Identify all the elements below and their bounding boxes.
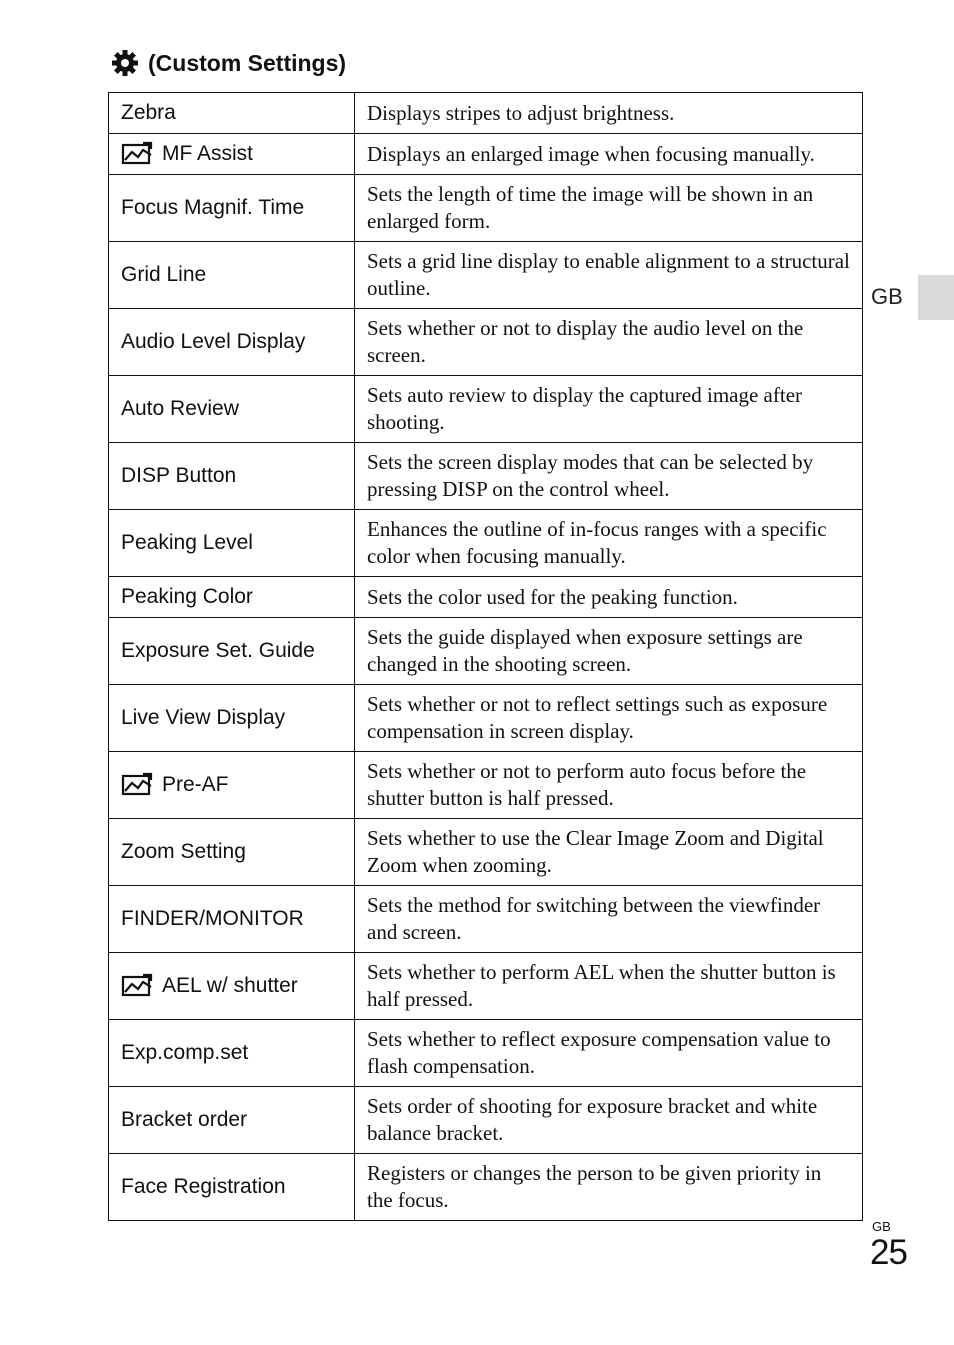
setting-name-cell bbox=[109, 242, 355, 309]
setting-name: AEL w/ shutter bbox=[162, 974, 298, 997]
setting-name: Peaking Color bbox=[121, 585, 253, 608]
setting-description: Registers or changes the person to be given priority in the focus. bbox=[355, 1154, 863, 1221]
setting-description: Displays stripes to adjust brightness. bbox=[355, 93, 863, 134]
setting-name-cell bbox=[109, 953, 355, 1020]
footer-region: GB bbox=[872, 1219, 891, 1234]
gear-icon bbox=[110, 48, 140, 78]
setting-description: Sets the length of time the image will be shown in an enlarged form. bbox=[355, 175, 863, 242]
setting-name-cell bbox=[109, 309, 355, 376]
setting-name: Zoom Setting bbox=[121, 840, 246, 863]
setting-name: Bracket order bbox=[121, 1108, 248, 1131]
setting-name: Focus Magnif. Time bbox=[121, 196, 305, 219]
setting-name-cell bbox=[109, 618, 355, 685]
setting-description: Sets the guide displayed when exposure settings are changed in the shooting screen. bbox=[355, 618, 863, 685]
setting-name: Face Registration bbox=[121, 1175, 286, 1198]
table-row bbox=[109, 685, 863, 752]
setting-description: Sets the method for switching between the viewfinder and screen. bbox=[355, 886, 863, 953]
setting-name: Live View Display bbox=[121, 706, 286, 729]
table-row bbox=[109, 1154, 863, 1221]
setting-name-cell bbox=[109, 134, 355, 175]
setting-description: Sets whether or not to perform auto focus before the shutter button is half pressed. bbox=[355, 752, 863, 819]
setting-name: Zebra bbox=[121, 101, 176, 124]
setting-description: Displays an enlarged image when focusing manually. bbox=[355, 134, 863, 175]
table-row bbox=[109, 1087, 863, 1154]
setting-name-cell bbox=[109, 1020, 355, 1087]
movie-icon bbox=[121, 973, 153, 999]
setting-name-cell bbox=[109, 886, 355, 953]
setting-name: MF Assist bbox=[162, 142, 254, 165]
side-tab-label: GB bbox=[871, 284, 903, 309]
setting-name-cell bbox=[109, 376, 355, 443]
table-row bbox=[109, 376, 863, 443]
setting-description: Sets a grid line display to enable alignment to a structural outline. bbox=[355, 242, 863, 309]
table-row bbox=[109, 510, 863, 577]
setting-description: Sets order of shooting for exposure bracket and white balance bracket. bbox=[355, 1087, 863, 1154]
setting-name-cell bbox=[109, 819, 355, 886]
table-row bbox=[109, 577, 863, 618]
table-row bbox=[109, 618, 863, 685]
section-heading bbox=[110, 48, 346, 78]
setting-description: Sets the color used for the peaking function. bbox=[355, 577, 863, 618]
setting-name: FINDER/MONITOR bbox=[121, 907, 304, 930]
setting-name-cell bbox=[109, 752, 355, 819]
setting-description: Sets whether to perform AEL when the shutter button is half pressed. bbox=[355, 953, 863, 1020]
movie-icon bbox=[121, 772, 153, 798]
setting-description: Sets whether or not to reflect settings such as exposure compensation in screen display. bbox=[355, 685, 863, 752]
setting-name: Grid Line bbox=[121, 263, 207, 286]
table-row bbox=[109, 886, 863, 953]
setting-name: DISP Button bbox=[121, 464, 237, 487]
page-number: 25 bbox=[870, 1233, 907, 1272]
movie-icon bbox=[121, 141, 153, 167]
setting-description: Sets whether to use the Clear Image Zoom and Digital Zoom when zooming. bbox=[355, 819, 863, 886]
setting-name-cell bbox=[109, 577, 355, 618]
setting-description: Sets whether or not to display the audio level on the screen. bbox=[355, 309, 863, 376]
setting-name: Auto Review bbox=[121, 397, 239, 420]
setting-description: Sets the screen display modes that can be selected by pressing DISP on the control wheel. bbox=[355, 443, 863, 510]
table-row bbox=[109, 443, 863, 510]
table-row bbox=[109, 1020, 863, 1087]
setting-name-cell bbox=[109, 443, 355, 510]
table-row bbox=[109, 175, 863, 242]
side-tab bbox=[918, 275, 954, 320]
setting-name: Peaking Level bbox=[121, 531, 253, 554]
table-row bbox=[109, 309, 863, 376]
setting-description: Enhances the outline of in-focus ranges with a specific color when focusing manually. bbox=[355, 510, 863, 577]
table-row bbox=[109, 93, 863, 134]
setting-name: Audio Level Display bbox=[121, 330, 306, 353]
setting-name-cell bbox=[109, 510, 355, 577]
setting-name-cell bbox=[109, 175, 355, 242]
table-row bbox=[109, 242, 863, 309]
table-row bbox=[109, 134, 863, 175]
setting-name-cell bbox=[109, 93, 355, 134]
table-row bbox=[109, 953, 863, 1020]
setting-name: Pre-AF bbox=[162, 773, 229, 796]
setting-name: Exposure Set. Guide bbox=[121, 639, 315, 662]
settings-table bbox=[108, 92, 863, 1221]
setting-name: Exp.comp.set bbox=[121, 1041, 249, 1064]
setting-name-cell bbox=[109, 685, 355, 752]
table-row bbox=[109, 819, 863, 886]
setting-name-cell bbox=[109, 1087, 355, 1154]
setting-description: Sets whether to reflect exposure compensation value to flash compensation. bbox=[355, 1020, 863, 1087]
setting-name-cell bbox=[109, 1154, 355, 1221]
setting-description: Sets auto review to display the captured image after shooting. bbox=[355, 376, 863, 443]
table-row bbox=[109, 752, 863, 819]
section-title: (Custom Settings) bbox=[148, 49, 347, 76]
